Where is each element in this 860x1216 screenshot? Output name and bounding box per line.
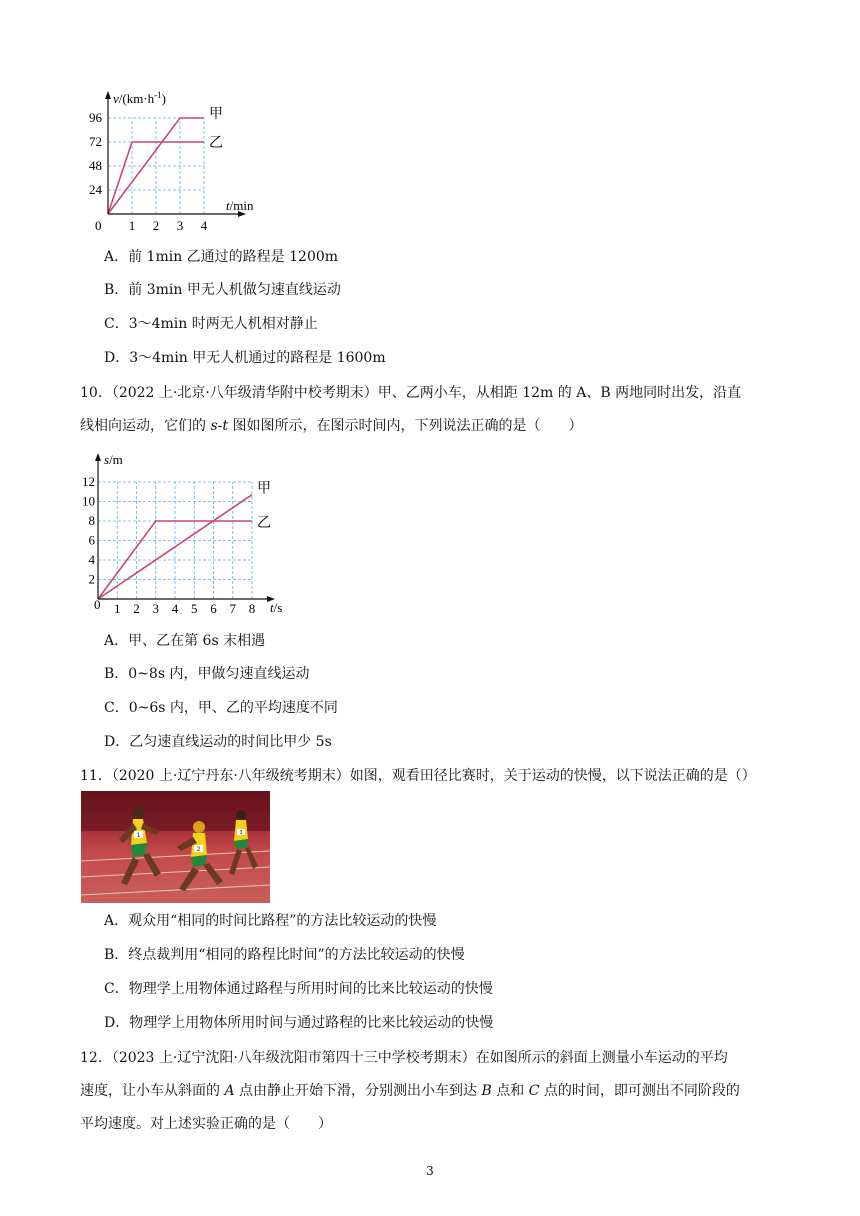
q11-option-d[interactable]: D．物理学上用物体所用时间与通过路程的比来比较运动的快慢 [104,1015,494,1031]
q10-series-label-yi: 乙 [257,516,271,531]
q10-y-tick-8: 8 [88,513,95,528]
q9-x-label: t/min [226,198,254,213]
q11-option-a[interactable]: A．观众用“相同的时间比路程”的方法比较运动的快慢 [104,913,437,929]
q10-st-chart [84,448,294,618]
q10-origin: 0 [94,597,101,612]
q10-y-label: s/m [104,452,123,467]
q10-y-tick-10: 10 [82,493,95,509]
q9-series-label-yi: 乙 [209,136,223,151]
q10-x-tick-2: 2 [133,601,140,616]
q11-option-b[interactable]: B．终点裁判用“相同的路程比时间”的方法比较运动的快慢 [104,947,465,963]
q10-x-tick-8: 8 [248,601,256,616]
q10-series-label-jia: 甲 [257,481,271,497]
svg-text:2: 2 [196,847,201,853]
page-number: 3 [426,1164,434,1178]
q10-text-pre: 线相向运动，它们的 [80,418,211,434]
q10-x-tick-5: 5 [191,601,198,616]
q9-y-tick-24: 24 [89,182,102,197]
q10-y-tick-4: 4 [88,552,95,567]
q10-option-c[interactable]: C．0~6s 内，甲、乙的平均速度不同 [104,700,338,716]
q9-grid [108,118,204,214]
q10-y-arrow [95,453,101,461]
q12-text-mid2: 点和 [491,1083,529,1099]
q10-tick-labels [82,474,255,616]
q9-y-label: $v/(km\cdot h^{-1})$ [113,90,167,106]
q12-question-line3: 平均速度。对上述实验正确的是（ ） [80,1116,332,1132]
q9-y-tick-96: 96 [89,110,102,125]
q10-grid [98,482,252,599]
q11-option-c[interactable]: C．物理学上用物体通过路程与所用时间的比来比较运动的快慢 [104,981,493,997]
q10-option-d[interactable]: D．乙匀速直线运动的时间比甲少 5s [104,734,332,750]
q10-y-tick-6: 6 [88,532,95,548]
q12-point-b: B [481,1083,492,1099]
q9-vt-chart [80,86,280,236]
q11-question-line1: 11．（2020 上·辽宁丹东·八年级统考期末）如图，观看田径比赛时，关于运动的快慢，以下说法正确的是（） [80,768,756,784]
q9-option-c[interactable]: C．3～4min 时两无人机相对静止 [104,316,318,332]
q10-option-b[interactable]: B．0~8s 内，甲做匀速直线运动 [104,666,310,682]
svg-text:3: 3 [239,830,243,836]
q10-x-tick-7: 7 [229,601,236,616]
q10-y-tick-12: 12 [82,474,95,489]
q10-text-post: 图如图所示，在图示时间内，下列说法正确的是（ ） [228,418,583,434]
q9-series-labels [209,106,223,151]
q9-option-a[interactable]: A．前 1min 乙通过的路程是 1200m [104,249,339,265]
q10-question-line2 [80,416,582,436]
q12-text-pre: 速度，让小车从斜面的 [80,1083,225,1099]
q10-series-labels [257,481,271,531]
q12-text-mid: 点由静止开始下滑，分别测出小车到达 [234,1083,482,1099]
q12-point-a: A [224,1083,235,1099]
q9-y-tick-48: 48 [89,158,102,173]
q12-point-c: C [528,1083,540,1099]
q10-x-tick-6: 6 [210,601,217,616]
q12-question-line1: 12．（2023 上·辽宁沈阳·八年级沈阳市第四十三中学校考期末）在如图所示的斜面上测量小车运动的平均 [80,1050,728,1066]
q9-y-arrow [105,91,111,99]
q10-question-line1: 10．（2022 上·北京·八年级清华附中校考期末）甲、乙两小车，从相距 12m 的 A、B 两地同时出发，沿直 [80,385,742,401]
q10-x-tick-3: 3 [152,601,159,616]
q9-origin: 0 [95,218,102,233]
q10-x-tick-4: 4 [171,601,179,616]
q9-x-tick-1: 1 [128,218,136,233]
q10-x-label: t/s [270,600,283,615]
q9-x-tick-4: 4 [200,218,208,233]
q10-y-tick-2: 2 [88,571,95,587]
svg-text:1: 1 [136,833,141,839]
q9-option-d[interactable]: D．3～4min 甲无人机通过的路程是 1600m [104,350,386,366]
q9-option-b[interactable]: B．前 3min 甲无人机做匀速直线运动 [104,282,341,298]
sprinters-photo [81,791,270,903]
q9-y-tick-72: 72 [89,134,102,149]
q9-x-tick-2: 2 [152,218,160,233]
q9-x-tick-3: 3 [176,218,184,233]
q10-text-st: s-t [210,418,228,434]
q10-option-a[interactable]: A．甲、乙在第 6s 末相遇 [104,633,266,649]
q12-text-post: 点的时间，即可测出不同阶段的 [539,1083,740,1099]
q12-question-line2 [80,1081,740,1101]
q10-x-tick-1: 1 [114,601,121,616]
q9-series-label-jia: 甲 [209,107,223,122]
